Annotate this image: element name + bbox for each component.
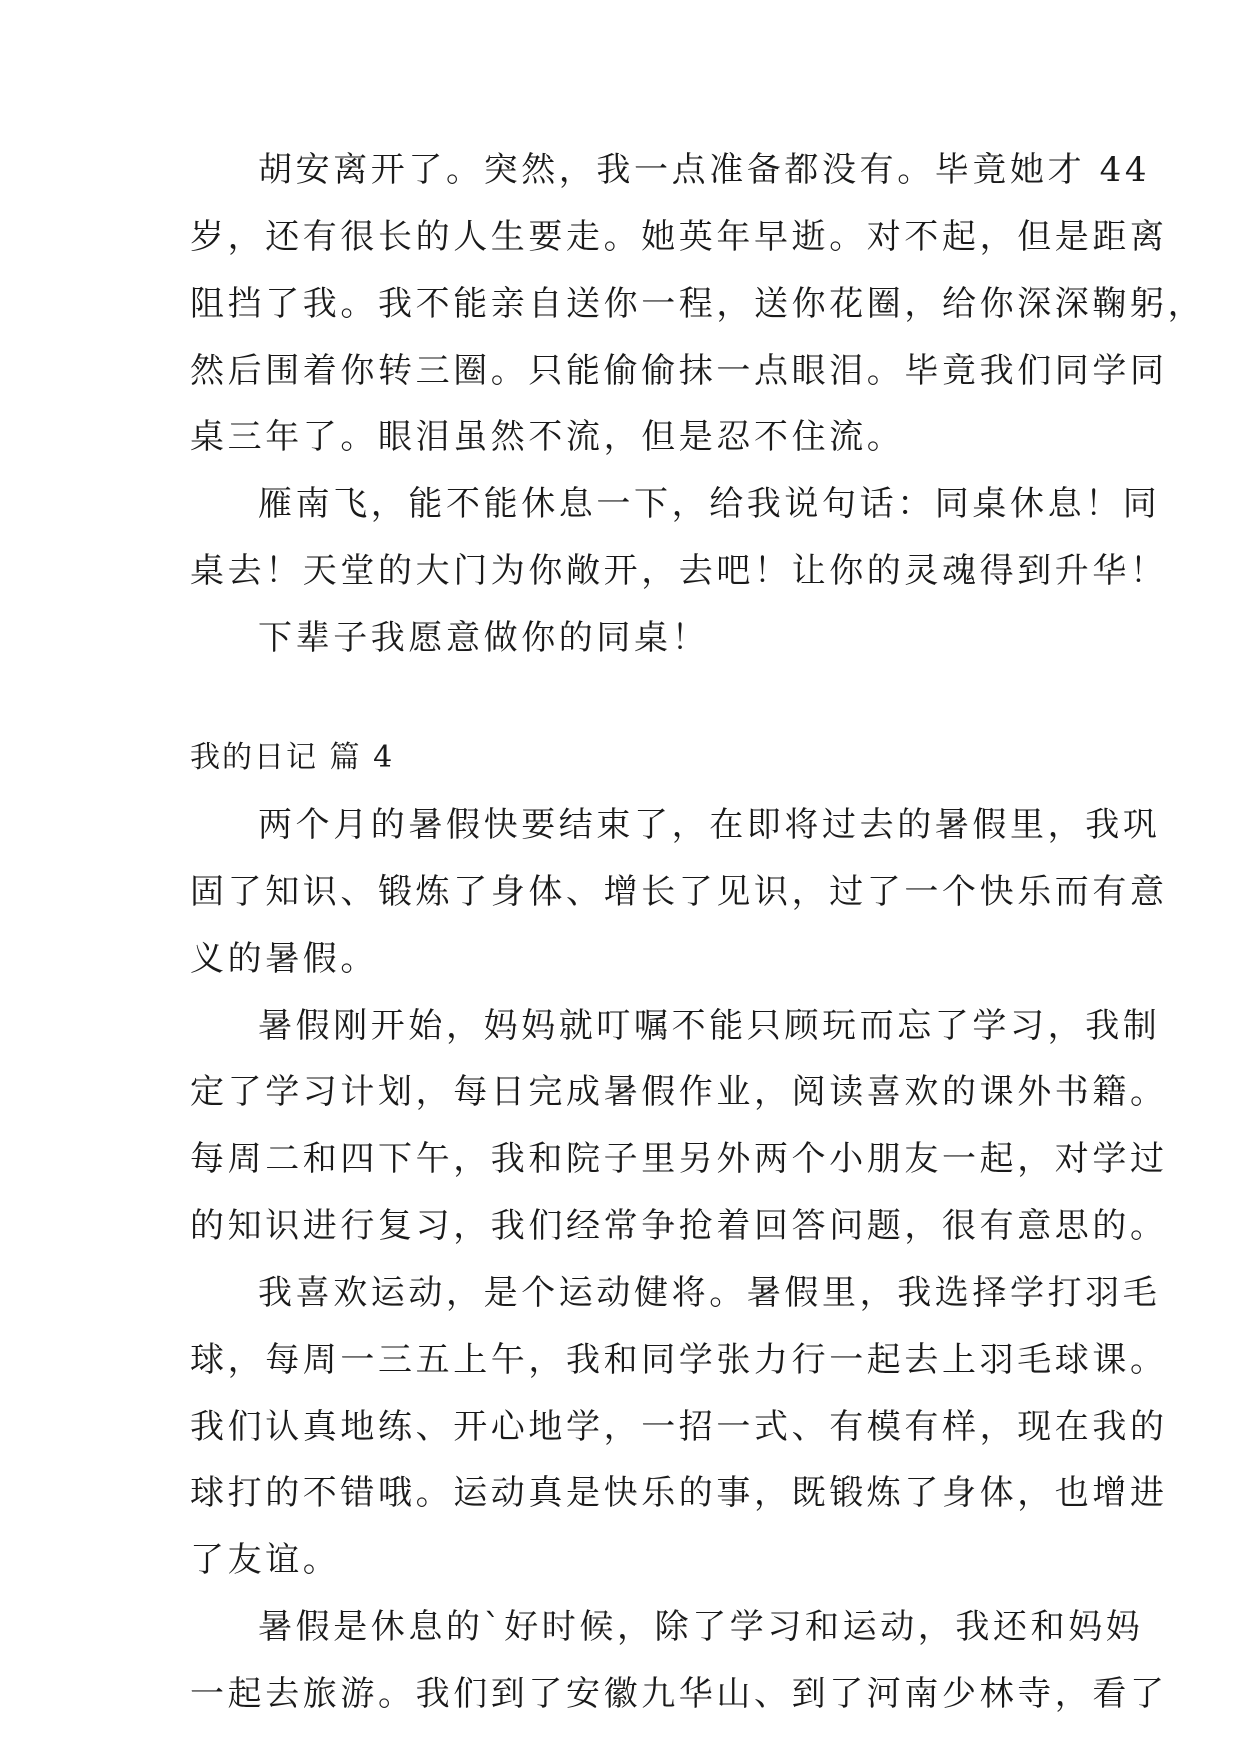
paragraph-2-line-1: 雁南飞，能不能休息一下，给我说句话：同桌休息！同 <box>258 484 1161 524</box>
paragraph-6-line-2: 球，每周一三五上午，我和同学张力行一起去上羽毛球课。 <box>190 1340 1168 1380</box>
paragraph-3-line-1: 下辈子我愿意做你的同桌！ <box>258 618 710 658</box>
paragraph-5-line-1: 暑假刚开始，妈妈就叮嘱不能只顾玩而忘了学习，我制 <box>258 1006 1161 1046</box>
paragraph-5-line-3: 每周二和四下午，我和院子里另外两个小朋友一起，对学过 <box>190 1139 1168 1179</box>
paragraph-7-line-2: 一起去旅游。我们到了安徽九华山、到了河南少林寺，看了 <box>190 1674 1168 1714</box>
paragraph-4-line-1: 两个月的暑假快要结束了，在即将过去的暑假里，我巩 <box>258 805 1161 845</box>
paragraph-7-line-1: 暑假是休息的`好时候，除了学习和运动，我还和妈妈 <box>258 1607 1144 1647</box>
paragraph-5-line-2: 定了学习计划，每日完成暑假作业，阅读喜欢的课外书籍。 <box>190 1072 1168 1112</box>
paragraph-6-line-3: 我们认真地练、开心地学，一招一式、有模有样，现在我的 <box>190 1407 1168 1447</box>
section-heading: 我的日记 篇 4 <box>190 740 395 775</box>
paragraph-1-line-4: 然后围着你转三圈。只能偷偷抹一点眼泪。毕竟我们同学同 <box>190 351 1168 391</box>
paragraph-4-line-3: 义的暑假。 <box>190 939 378 979</box>
paragraph-6-line-1: 我喜欢运动，是个运动健将。暑假里，我选择学打羽毛 <box>258 1273 1161 1313</box>
paragraph-1-line-3: 阻挡了我。我不能亲自送你一程，送你花圈，给你深深鞠躬， <box>190 284 1206 324</box>
paragraph-1-line-5: 桌三年了。眼泪虽然不流，但是忍不住流。 <box>190 417 905 457</box>
paragraph-1-line-1: 胡安离开了。突然，我一点准备都没有。毕竟她才 44 <box>258 150 1151 190</box>
paragraph-6-line-4: 球打的不错哦。运动真是快乐的事，既锻炼了身体，也增进 <box>190 1473 1168 1513</box>
paragraph-4-line-2: 固了知识、锻炼了身体、增长了见识，过了一个快乐而有意 <box>190 872 1168 912</box>
paragraph-1-line-2: 岁，还有很长的人生要走。她英年早逝。对不起，但是距离 <box>190 217 1168 257</box>
paragraph-6-line-5: 了友谊。 <box>190 1540 341 1580</box>
paragraph-5-line-4: 的知识进行复习，我们经常争抢着回答问题，很有意思的。 <box>190 1206 1168 1246</box>
paragraph-2-line-2: 桌去！天堂的大门为你敞开，去吧！让你的灵魂得到升华！ <box>190 551 1168 591</box>
